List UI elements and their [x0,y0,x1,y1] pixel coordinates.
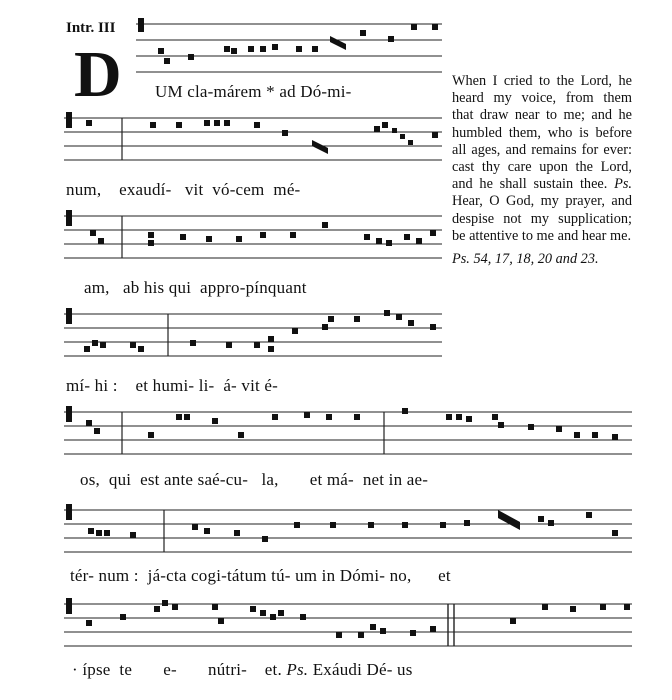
staff-2-svg [64,110,442,164]
psalm-reference: Ps. 54, 17, 18, 20 and 23. [452,251,599,268]
lyric-line-6: tér- num : já-cta cogi-tátum tú- um in Dómi- no, et [70,566,451,585]
mode-label: Intr. III [66,20,116,36]
staff-3-svg [64,208,442,262]
initial-letter: D [74,38,122,111]
lyric-line-7: · ípse te e- nútri- et. Ps. Exáudi Dé- us [72,660,413,679]
staff-4 [64,306,442,362]
psalm-translation: Hear, O God, my prayer, and despise not my supplication; be attentive to me and hear me. [452,193,632,244]
staff-1 [136,16,442,74]
staff-6-svg [64,502,632,556]
lyric-line-4: mí- hi : et humi- li- á- vit é- [66,376,278,395]
translation-block [452,73,632,268]
staff-2 [64,110,442,164]
psalm-label: Ps. [614,176,632,193]
staff-6 [64,502,632,556]
staff-4-svg [64,306,442,362]
staff-7-svg [64,596,632,650]
translation-text: When I cried to the Lord, he heard my voice, from them that draw near to me; and he humbled them, who is before all ages, and remains for ever: cast thy care upon the Lord, and he shall sustain thee. [452,73,632,193]
lyric-line-5: os, qui est ante saé-cu- la, et má- net in ae- [80,470,429,489]
staff-1-svg [136,16,442,74]
staff-5 [64,404,632,458]
lyric-line-2: num, exaudí- vit vó-cem mé- [66,180,301,199]
staff-5-svg [64,404,632,458]
lyric-line-1: UM cla-márem * ad Dó-mi- [155,82,352,101]
lyric-line-3: am, ab his qui appro-pínquant [84,278,307,297]
staff-3 [64,208,442,262]
staff-7 [64,596,632,650]
